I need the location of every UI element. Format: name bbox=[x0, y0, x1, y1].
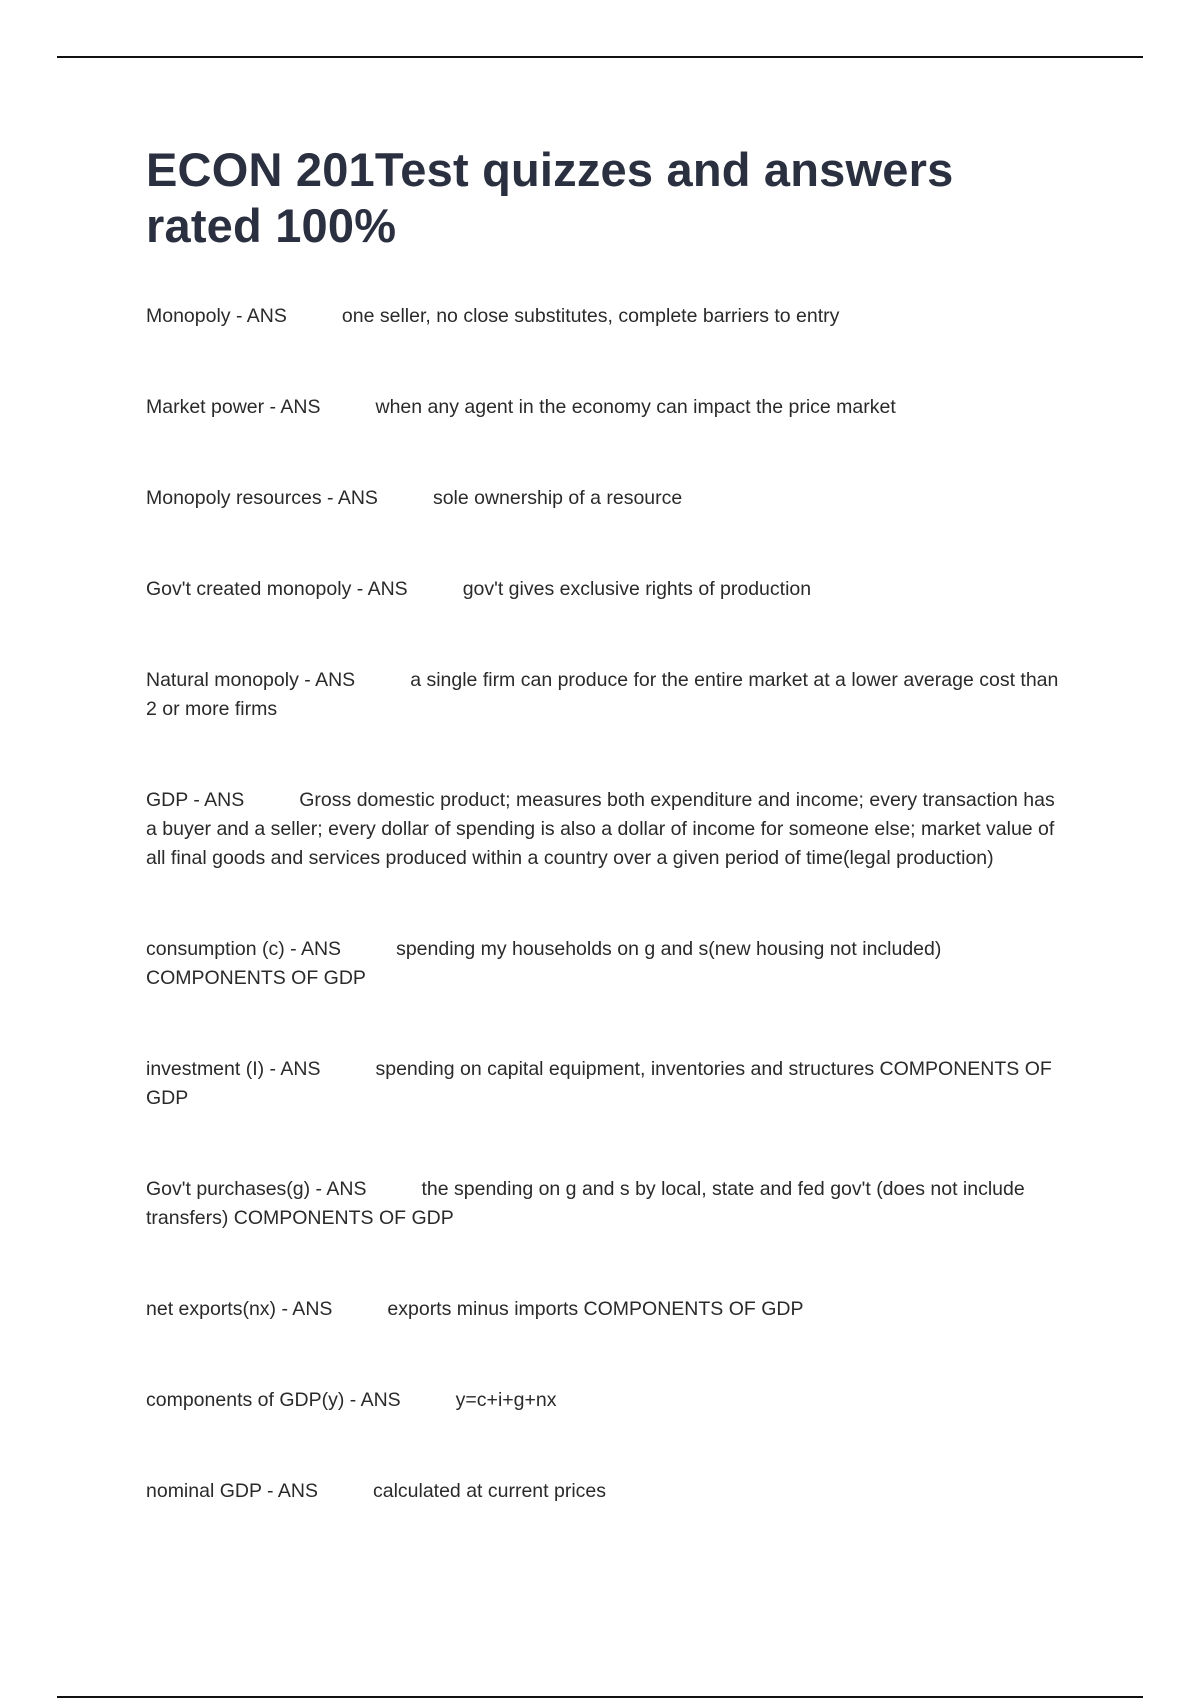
qa-term: net exports(nx) - ANS bbox=[146, 1298, 333, 1320]
qa-definition: a single firm can produce for the entire market at a lower average cost than 2 or more firms bbox=[146, 669, 1059, 720]
qa-item bbox=[146, 575, 1066, 604]
qa-term: nominal GDP - ANS bbox=[146, 1480, 318, 1502]
qa-item bbox=[146, 393, 1066, 422]
qa-item bbox=[146, 1386, 1066, 1415]
qa-item bbox=[146, 666, 1066, 724]
qa-definition: Gross domestic product; measures both expenditure and income; every transaction has a buyer and a seller; every dollar of spending is also a dollar of income for someone else; market value of all final goods and services produced within a country over a given period of time(legal production) bbox=[146, 789, 1055, 869]
document-title: ECON 201Test quizzes and answers rated 100% bbox=[146, 143, 954, 252]
qa-term: Market power - ANS bbox=[146, 396, 321, 418]
qa-item bbox=[146, 935, 1066, 993]
qa-definition: exports minus imports COMPONENTS OF GDP bbox=[387, 1298, 804, 1320]
qa-definition: y=c+i+g+nx bbox=[455, 1389, 557, 1411]
bottom-rule bbox=[57, 1696, 1143, 1698]
document-body bbox=[146, 142, 1066, 1568]
qa-term: consumption (c) - ANS bbox=[146, 938, 342, 960]
qa-term: GDP - ANS bbox=[146, 789, 245, 811]
qa-definition: one seller, no close substitutes, complete barriers to entry bbox=[341, 305, 840, 327]
qa-term: investment (I) - ANS bbox=[146, 1058, 321, 1080]
qa-term: Gov't purchases(g) - ANS bbox=[146, 1178, 367, 1200]
qa-term: Gov't created monopoly - ANS bbox=[146, 578, 408, 600]
qa-definition: gov't gives exclusive rights of production bbox=[462, 578, 812, 600]
top-rule bbox=[57, 56, 1143, 58]
qa-term: Monopoly - ANS bbox=[146, 305, 287, 327]
qa-item bbox=[146, 484, 1066, 513]
qa-item bbox=[146, 1295, 1066, 1324]
qa-definition: sole ownership of a resource bbox=[432, 487, 683, 509]
qa-item bbox=[146, 1055, 1066, 1113]
qa-list bbox=[146, 302, 1066, 1506]
qa-term: components of GDP(y) - ANS bbox=[146, 1389, 401, 1411]
qa-definition: when any agent in the economy can impact the price market bbox=[375, 396, 896, 418]
qa-item bbox=[146, 1175, 1066, 1233]
qa-term: Natural monopoly - ANS bbox=[146, 669, 356, 691]
qa-item bbox=[146, 786, 1066, 873]
qa-definition: spending my households on g and s(new housing not included) COMPONENTS OF GDP bbox=[146, 938, 942, 989]
qa-item bbox=[146, 1477, 1066, 1506]
qa-definition: the spending on g and s by local, state and fed gov't (does not include transfers) COMPONENTS OF GDP bbox=[146, 1178, 1025, 1229]
qa-definition: calculated at current prices bbox=[372, 1480, 606, 1502]
qa-item bbox=[146, 302, 1066, 331]
qa-definition: spending on capital equipment, inventories and structures COMPONENTS OF GDP bbox=[146, 1058, 1052, 1109]
qa-term: Monopoly resources - ANS bbox=[146, 487, 378, 509]
